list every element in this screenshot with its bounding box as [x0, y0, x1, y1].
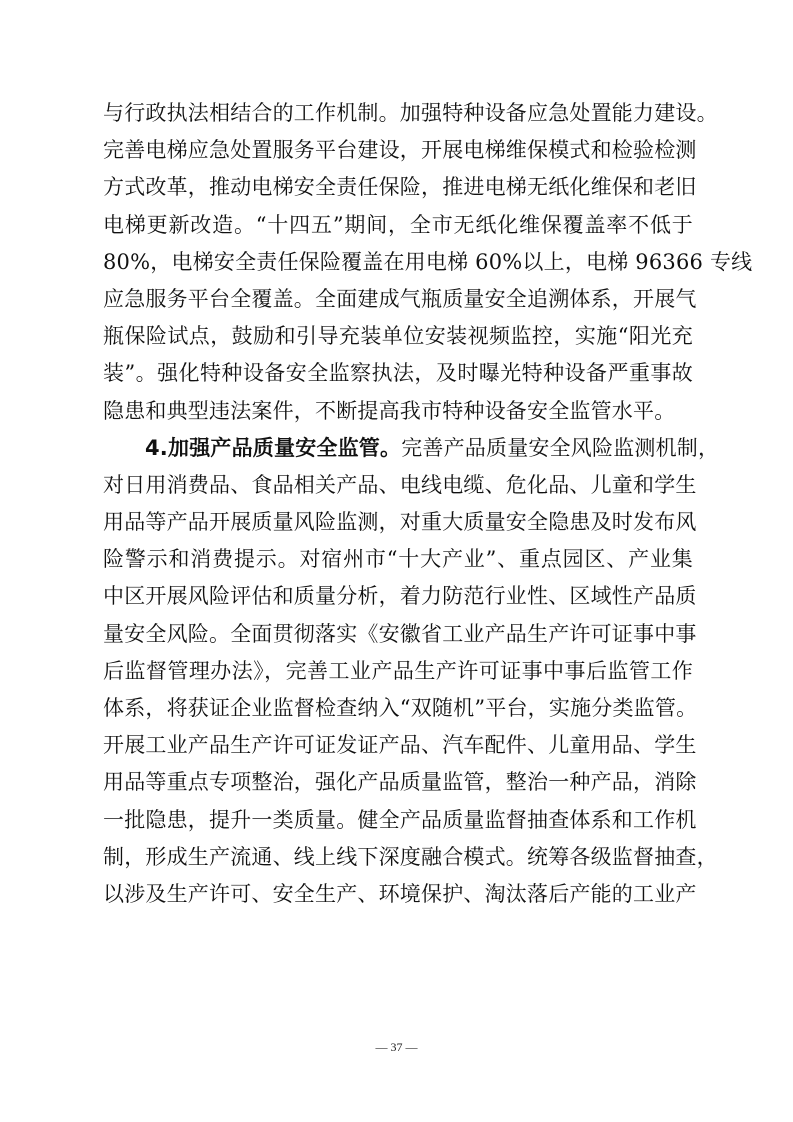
text-line: 方式改革，推动电梯安全责任保险，推进电梯无纸化维保和老旧 [103, 175, 697, 200]
text-line: 制，形成生产流通、线上线下深度融合模式。统筹各级监督抽查， [103, 844, 718, 869]
text-line: 体系，将获证企业监督检查纳入“双随机”平台，实施分类监管。 [103, 696, 698, 720]
text-line: 以涉及生产许可、安全生产、环境保护、淘汰落后产能的工业产 [103, 881, 697, 906]
text-line: 用品等重点专项整治，强化产品质量监管，整治一种产品，消除 [103, 770, 697, 795]
text-line: 中区开展风险评估和质量分析，着力防范行业性、区域性产品质 [103, 584, 697, 609]
text-line: 完善电梯应急处置服务平台建设，开展电梯维保模式和检验检测 [103, 138, 697, 163]
text-line: 量安全风险。全面贯彻落实《安徽省工业产品生产许可证事中事 [103, 621, 697, 646]
paragraph-special-equipment [103, 95, 753, 430]
page-number: — 37 — [375, 1040, 418, 1054]
text-line: 与行政执法相结合的工作机制。加强特种设备应急处置能力建设。 [103, 101, 718, 125]
body-text [103, 95, 753, 913]
text-line: 80%，电梯安全责任保险覆盖在用电梯 60%以上，电梯 96366 专线 [103, 249, 753, 274]
text-line: 险警示和消费提示。对宿州市“十大产业”、重点园区、产业集 [103, 547, 693, 572]
paragraph-first-line [103, 430, 720, 467]
text-line: 隐患和典型违法案件，不断提高我市特种设备安全监管水平。 [103, 398, 676, 423]
text-line: 应急服务平台全覆盖。全面建成气瓶质量安全追溯体系，开展气 [103, 286, 697, 311]
text-line: 装”。强化特种设备安全监察执法，及时曝光特种设备严重事故 [103, 361, 693, 386]
text-span: 完善产品质量安全风险监测机制， [401, 435, 720, 460]
text-line: 后监督管理办法》，完善工业产品生产许可证事中事后监管工作 [103, 658, 693, 683]
text-line: 用品等产品开展质量风险监测，对重大质量安全隐患及时发布风 [103, 510, 697, 535]
text-line: 对日用消费品、食品相关产品、电线电缆、危化品、儿童和学生 [103, 472, 697, 497]
paragraph-product-quality [103, 430, 720, 913]
text-line: 开展工业产品生产许可证发证产品、汽车配件、儿童用品、学生 [103, 733, 697, 758]
section-heading: 4.加强产品质量安全监管。 [145, 435, 402, 460]
text-line: 电梯更新改造。“十四五”期间，全市无纸化维保覆盖率不低于 [103, 212, 693, 237]
text-line: 一批隐患，提升一类质量。健全产品质量监督抽查体系和工作机 [103, 807, 697, 832]
text-line: 瓶保险试点，鼓励和引导充装单位安装视频监控，实施“阳光充 [103, 324, 693, 349]
